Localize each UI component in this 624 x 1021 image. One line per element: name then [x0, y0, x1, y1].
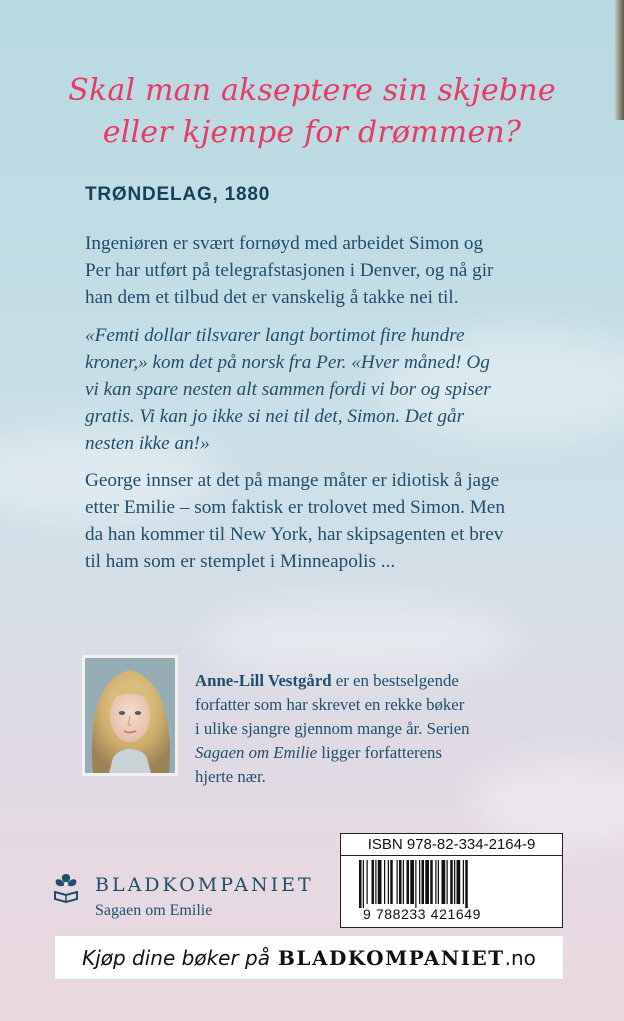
barcode-bar: [372, 860, 375, 904]
barcode-bar: [419, 860, 420, 904]
background-cloud: [200, 600, 520, 680]
author-portrait: [82, 655, 178, 776]
synopsis-paragraph-1: [85, 230, 585, 311]
barcode-bars: [341, 858, 562, 908]
barcode-bar: [435, 860, 436, 904]
text-line: Ingeniøren er svært fornøyd med arbeidet Simon og: [85, 233, 484, 254]
text-line: han dem et tilbud det er vanskelig å takke nei til.: [85, 287, 459, 308]
text-line: George innser at det på mange måter er idiotisk å jage: [85, 470, 500, 491]
text-line: nesten ikke an!»: [85, 433, 210, 454]
divider: [341, 855, 562, 856]
banner-domain: .no: [504, 945, 536, 970]
portrait-illustration: [85, 658, 175, 773]
barcode-bar: [375, 860, 376, 904]
barcode-bar: [425, 860, 429, 904]
barcode-bar: [378, 860, 382, 904]
flower-book-icon: [52, 870, 80, 904]
text-line: kroner,» kom det på norsk fra Per. «Hver måned! Og: [85, 352, 490, 373]
text-line: Per har utført på telegrafstasjonen i Denver, og nå gir: [85, 260, 494, 281]
banner-brand: BLADKOMPANIET: [278, 945, 505, 970]
barcode-bar: [450, 860, 453, 904]
text-line: etter Emilie – som faktisk er trolovet med Simon. Men: [85, 497, 505, 518]
barcode-bar: [454, 860, 455, 904]
text-line: vi kan spare nesten alt sammen fordi vi bor og spiser: [85, 379, 491, 400]
tagline-line: Skal man akseptere sin skjebne: [68, 73, 556, 108]
barcode-bar: [442, 860, 446, 904]
tagline: [0, 70, 624, 154]
barcode-bar: [430, 860, 433, 904]
barcode-bar: [407, 860, 410, 904]
text-line: «Femti dollar tilsvarer langt bortimot fire hundre: [85, 325, 465, 346]
barcode-bar: [399, 860, 402, 904]
barcode-bar: [367, 860, 368, 904]
barcode-bar: [415, 860, 416, 908]
barcode-bar: [410, 860, 414, 904]
bio-text: er en bestselgende: [331, 671, 459, 690]
publisher-name: BLADKOMPANIET: [95, 874, 314, 896]
barcode-bar: [397, 860, 398, 904]
barcode-bar: [363, 860, 364, 908]
text-line: til ham som er stemplet i Minneapolis ...: [85, 551, 396, 572]
isbn-label: ISBN 978-82-334-2164-9: [367, 836, 536, 853]
text-line: da han kommer til New York, har skipsagenten et brev: [85, 524, 504, 545]
barcode-bar: [447, 860, 448, 904]
text-line: gratis. Vi kan jo ikke si nei til det, Simon. Det går: [85, 406, 465, 427]
barcode-bar: [463, 860, 464, 904]
barcode-bar: [388, 860, 389, 904]
barcode-bar: [403, 860, 404, 904]
bio-line: [195, 669, 515, 693]
bio-text: ligger forfatterens: [317, 743, 442, 762]
barcode-bar: [359, 860, 362, 908]
barcode-bar: [390, 860, 393, 904]
tagline-line: eller kjempe for drømmen?: [102, 115, 522, 150]
barcode-bar: [384, 860, 385, 904]
bio-line: forfatter som har skrevet en rekke bøker: [195, 695, 465, 714]
series-title: Sagaen om Emilie: [195, 743, 318, 762]
author-name: Anne-Lill Vestgård: [195, 671, 332, 690]
barcode-bar: [438, 860, 439, 904]
barcode-bar: [422, 860, 425, 904]
shop-banner: [54, 935, 564, 980]
barcode-number: 9 788233 421649: [363, 906, 481, 922]
synopsis-paragraph-3: [85, 467, 585, 575]
bio-line: [195, 741, 515, 765]
synopsis-quote: [85, 322, 585, 457]
isbn-barcode: [340, 833, 563, 928]
bio-line: hjerte nær.: [195, 767, 266, 786]
author-bio: [195, 669, 515, 789]
bio-line: i ulike sjangre gjennom mange år. Serien: [195, 719, 470, 738]
barcode-bar: [457, 860, 461, 904]
series-name: Sagaen om Emilie: [95, 902, 213, 919]
setting-heading: TRØNDELAG, 1880: [85, 184, 271, 205]
banner-text: Kjøp dine bøker på: [82, 945, 270, 970]
barcode-bar: [465, 860, 468, 908]
